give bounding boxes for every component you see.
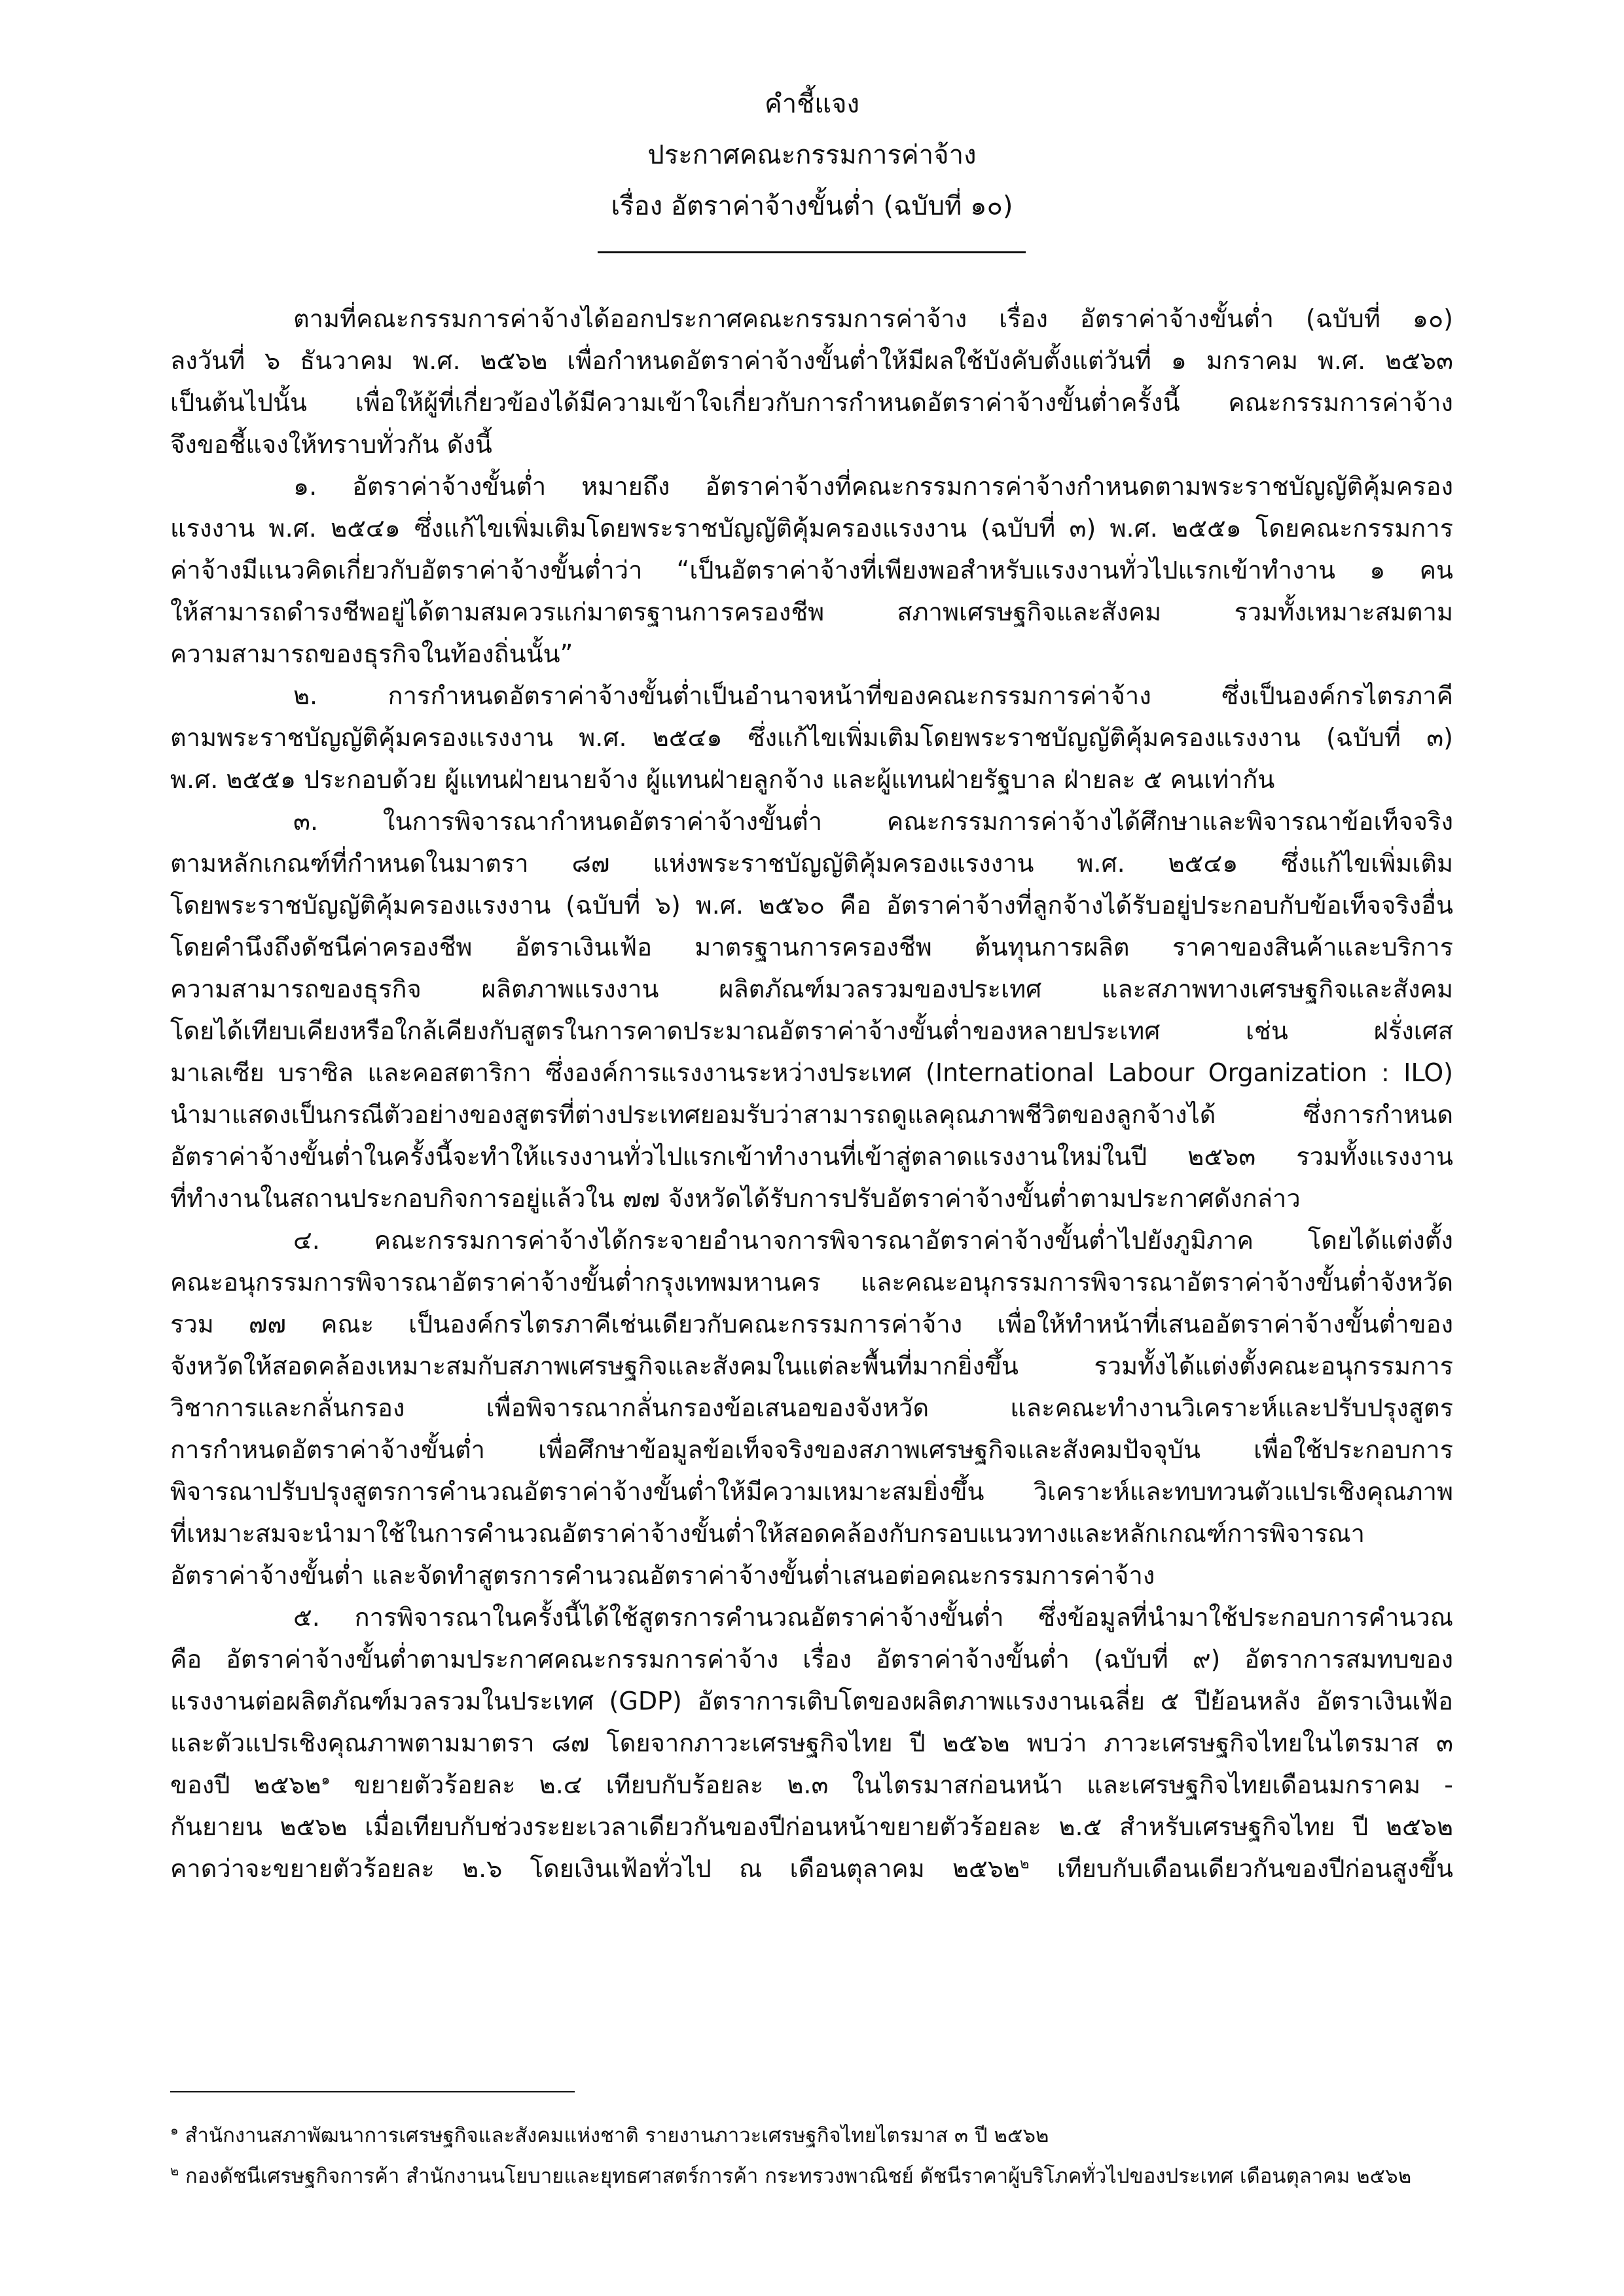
text-line: ความสามารถของธุรกิจ ผลิตภาพแรงงาน ผลิตภัณฑ์มวลรวมของประเทศ และสภาพทางเศรษฐกิจและสังคม (170, 975, 1453, 1003)
text-line: พิจารณาปรับปรุงสูตรการคำนวณอัตราค่าจ้างขั้นต่ำให้มีความเหมาะสมยิ่งขึ้น วิเคราะห์และทบทวนตัวแปรเชิงคุณภาพ (170, 1477, 1453, 1506)
footnote-text: กองดัชนีเศรษฐกิจการค้า สำนักงานนโยบายและยุทธศาสตร์การค้า กระทรวงพาณิชย์ ดัชนีราคาผู้บริโภคทั่วไปของประเทศ เดือนตุลาคม ๒๕๖๒ (179, 2164, 1412, 2188)
text-line: ค่าจ้างมีแนวคิดเกี่ยวกับอัตราค่าจ้างขั้นต่ำว่า “เป็นอัตราค่าจ้างที่เพียงพอสำหรับแรงงานทั่วไปแรกเข้าทำงาน ๑ คน (170, 556, 1453, 584)
text-line: ที่ทำงานในสถานประกอบกิจการอยู่แล้วใน ๗๗ จังหวัดได้รับการปรับอัตราค่าจ้างขั้นต่ำตามประกาศดังกล่าว (170, 1184, 1301, 1213)
text-line: ๕. การพิจารณาในครั้งนี้ได้ใช้สูตรการคำนวณอัตราค่าจ้างขั้นต่ำ ซึ่งข้อมูลที่นำมาใช้ประกอบการคำนวณ (293, 1603, 1453, 1632)
footnote (170, 2115, 1453, 2156)
text-line: พ.ศ. ๒๕๕๑ ประกอบด้วย ผู้แทนฝ่ายนายจ้าง ผู้แทนฝ่ายลูกจ้าง และผู้แทนฝ่ายรัฐบาล ฝ่ายละ ๕ คนเท่ากัน (170, 765, 1275, 794)
text-line: คณะอนุกรรมการพิจารณาอัตราค่าจ้างขั้นต่ำกรุงเทพมหานคร และคณะอนุกรรมการพิจารณาอัตราค่าจ้างขั้นต่ำจังหวัด (170, 1268, 1453, 1297)
text-line-with-footnote (170, 1764, 1453, 1806)
text-line: ๓. ในการพิจารณากำหนดอัตราค่าจ้างขั้นต่ำ คณะกรรมการค่าจ้างได้ศึกษาและพิจารณาข้อเท็จจริง (293, 807, 1453, 836)
text-line: โดยได้เทียบเคียงหรือใกล้เคียงกับสูตรในการคาดประมาณอัตราค่าจ้างขั้นต่ำของหลายประเทศ เช่น ฝรั่งเศส (170, 1016, 1453, 1045)
text-line: ลงวันที่ ๖ ธันวาคม พ.ศ. ๒๕๖๒ เพื่อกำหนดอัตราค่าจ้างขั้นต่ำให้มีผลใช้บังคับตั้งแต่วันที่ ๑ มกราคม พ.ศ. ๒๕๖๓ (170, 346, 1453, 375)
text-line: อัตราค่าจ้างขั้นต่ำในครั้งนี้จะทำให้แรงงานทั่วไปแรกเข้าทำงานที่เข้าสู่ตลาดแรงงานใหม่ในปี ๒๕๖๓ รวมทั้งแรงงาน (170, 1142, 1453, 1171)
text-line: ความสามารถของธุรกิจในท้องถิ่นนั้น” (170, 639, 573, 668)
text-line: โดยคำนึงถึงดัชนีค่าครองชีพ อัตราเงินเฟ้อ มาตรฐานการครองชีพ ต้นทุนการผลิต ราคาของสินค้าและบริการ (170, 933, 1453, 961)
text-line: ๑. อัตราค่าจ้างขั้นต่ำ หมายถึง อัตราค่าจ้างที่คณะกรรมการค่าจ้างกำหนดตามพระราชบัญญัติคุ้มครอง (293, 472, 1453, 501)
document-heading: คำชี้แจง (764, 89, 860, 119)
footnote-divider (170, 2091, 575, 2092)
document-body (170, 298, 1453, 1890)
text-line: และตัวแปรเชิงคุณภาพตามมาตรา ๘๗ โดยจากภาวะเศรษฐกิจไทย ปี ๒๕๖๒ พบว่า ภาวะเศรษฐกิจไทยในไตรมาส ๓ (170, 1729, 1453, 1757)
text-line: เป็นต้นไปนั้น เพื่อให้ผู้ที่เกี่ยวข้องได้มีความเข้าใจเกี่ยวกับการกำหนดอัตราค่าจ้างขั้นต่ำครั้งนี้ คณะกรรมการค่าจ้าง (170, 388, 1453, 417)
title-divider (598, 251, 1026, 253)
text-line: จึงขอชี้แจงให้ทราบทั่วกัน ดังนี้ (170, 430, 492, 459)
text-fragment: ของปี ๒๕๖๒ (170, 1770, 321, 1799)
text-line: แรงงาน พ.ศ. ๒๕๔๑ ซึ่งแก้ไขเพิ่มเติมโดยพระราชบัญญัติคุ้มครองแรงงาน (ฉบับที่ ๓) พ.ศ. ๒๕๕๑ โดยคณะกรรมการ (170, 514, 1453, 543)
text-line: ตามที่คณะกรรมการค่าจ้างได้ออกประกาศคณะกรรมการค่าจ้าง เรื่อง อัตราค่าจ้างขั้นต่ำ (ฉบับที่ ๑๐) (293, 304, 1453, 333)
text-fragment: คาดว่าจะขยายตัวร้อยละ ๒.๖ โดยเงินเฟ้อทั่วไป ณ เดือนตุลาคม ๒๕๖๒ (170, 1854, 1020, 1883)
text-line: จังหวัดให้สอดคล้องเหมาะสมกับสภาพเศรษฐกิจและสังคมในแต่ละพื้นที่มากยิ่งขึ้น รวมทั้งได้แต่งตั้งคณะอนุกรรมการ (170, 1352, 1453, 1380)
footnotes (170, 2115, 1453, 2197)
document-subject: เรื่อง อัตราค่าจ้างขั้นต่ำ (ฉบับที่ ๑๐) (611, 191, 1013, 221)
text-line: แรงงานต่อผลิตภัณฑ์มวลรวมในประเทศ (GDP) อัตราการเติบโตของผลิตภาพแรงงานเฉลี่ย ๕ ปีย้อนหลัง อัตราเงินเฟ้อ (170, 1687, 1453, 1715)
text-line: วิชาการและกลั่นกรอง เพื่อพิจารณากลั่นกรองข้อเสนอของจังหวัด และคณะทำงานวิเคราะห์และปรับปรุงสูตร (170, 1393, 1453, 1422)
text-line: ๔. คณะกรรมการค่าจ้างได้กระจายอำนาจการพิจารณาอัตราค่าจ้างขั้นต่ำไปยังภูมิภาค โดยได้แต่งตั้ง (293, 1226, 1453, 1255)
text-fragment: ขยายตัวร้อยละ ๒.๔ เทียบกับร้อยละ ๒.๓ ในไตรมาสก่อนหน้า และเศรษฐกิจไทยเดือนมกราคม - (330, 1770, 1453, 1799)
text-line: นำมาแสดงเป็นกรณีตัวอย่างของสูตรที่ต่างประเทศยอมรับว่าสามารถดูแลคุณภาพชีวิตของลูกจ้างได้ ซึ่งการกำหนด (170, 1100, 1453, 1129)
text-line: ๒. การกำหนดอัตราค่าจ้างขั้นต่ำเป็นอำนาจหน้าที่ของคณะกรรมการค่าจ้าง ซึ่งเป็นองค์กรไตรภาคี (293, 681, 1453, 710)
footnote-number: ๑ (170, 2122, 179, 2138)
footnote-number: ๒ (170, 2162, 179, 2179)
text-line: คือ อัตราค่าจ้างขั้นต่ำตามประกาศคณะกรรมการค่าจ้าง เรื่อง อัตราค่าจ้างขั้นต่ำ (ฉบับที่ ๙) อัตราการสมทบของ (170, 1645, 1453, 1674)
text-line: ให้สามารถดำรงชีพอยู่ได้ตามสมควรแก่มาตรฐานการครองชีพ สภาพเศรษฐกิจและสังคม รวมทั้งเหมาะสมตาม (170, 598, 1453, 626)
footnote-marker: ๒ (1019, 1856, 1030, 1873)
footnote-marker: ๑ (321, 1772, 331, 1789)
text-line: โดยพระราชบัญญัติคุ้มครองแรงงาน (ฉบับที่ ๖) พ.ศ. ๒๕๖๐ คือ อัตราค่าจ้างที่ลูกจ้างได้รับอยู่ประกอบกับข้อเท็จจริงอื่น (170, 891, 1453, 920)
text-line: รวม ๗๗ คณะ เป็นองค์กรไตรภาคีเช่นเดียวกับคณะกรรมการค่าจ้าง เพื่อให้ทำหน้าที่เสนออัตราค่าจ้างขั้นต่ำของ (170, 1310, 1453, 1338)
text-line: ที่เหมาะสมจะนำมาใช้ในการคำนวณอัตราค่าจ้างขั้นต่ำให้สอดคล้องกับกรอบแนวทางและหลักเกณฑ์การพิจารณา (170, 1519, 1365, 1548)
text-fragment: เทียบกับเดือนเดียวกันของปีก่อนสูงขึ้น (1029, 1854, 1453, 1883)
footnote-text: สำนักงานสภาพัฒนาการเศรษฐกิจและสังคมแห่งชาติ รายงานภาวะเศรษฐกิจไทยไตรมาส ๓ ปี ๒๕๖๒ (178, 2124, 1049, 2147)
text-line: มาเลเซีย บราซิล และคอสตาริกา ซึ่งองค์การแรงงานระหว่างประเทศ (International Labour Organization : ILO) (170, 1058, 1453, 1087)
text-line: ตามพระราชบัญญัติคุ้มครองแรงงาน พ.ศ. ๒๕๔๑ ซึ่งแก้ไขเพิ่มเติมโดยพระราชบัญญัติคุ้มครองแรงงาน (ฉบับที่ ๓) (170, 723, 1453, 752)
text-line: ตามหลักเกณฑ์ที่กำหนดในมาตรา ๘๗ แห่งพระราชบัญญัติคุ้มครองแรงงาน พ.ศ. ๒๕๔๑ ซึ่งแก้ไขเพิ่มเติม (170, 849, 1453, 878)
footnote (170, 2156, 1453, 2197)
document-subheading: ประกาศคณะกรรมการค่าจ้าง (647, 140, 977, 170)
text-line: กันยายน ๒๕๖๒ เมื่อเทียบกับช่วงระยะเวลาเดียวกันของปีก่อนหน้าขยายตัวร้อยละ ๒.๕ สำหรับเศรษฐกิจไทย ปี ๒๕๖๒ (170, 1812, 1453, 1841)
text-line: การกำหนดอัตราค่าจ้างขั้นต่ำ เพื่อศึกษาข้อมูลข้อเท็จจริงของสภาพเศรษฐกิจและสังคมปัจจุบัน เพื่อใช้ประกอบการ (170, 1435, 1453, 1464)
text-line-with-footnote (170, 1848, 1453, 1890)
document-header (0, 79, 1624, 232)
text-line: อัตราค่าจ้างขั้นต่ำ และจัดทำสูตรการคำนวณอัตราค่าจ้างขั้นต่ำเสนอต่อคณะกรรมการค่าจ้าง (170, 1561, 1155, 1590)
